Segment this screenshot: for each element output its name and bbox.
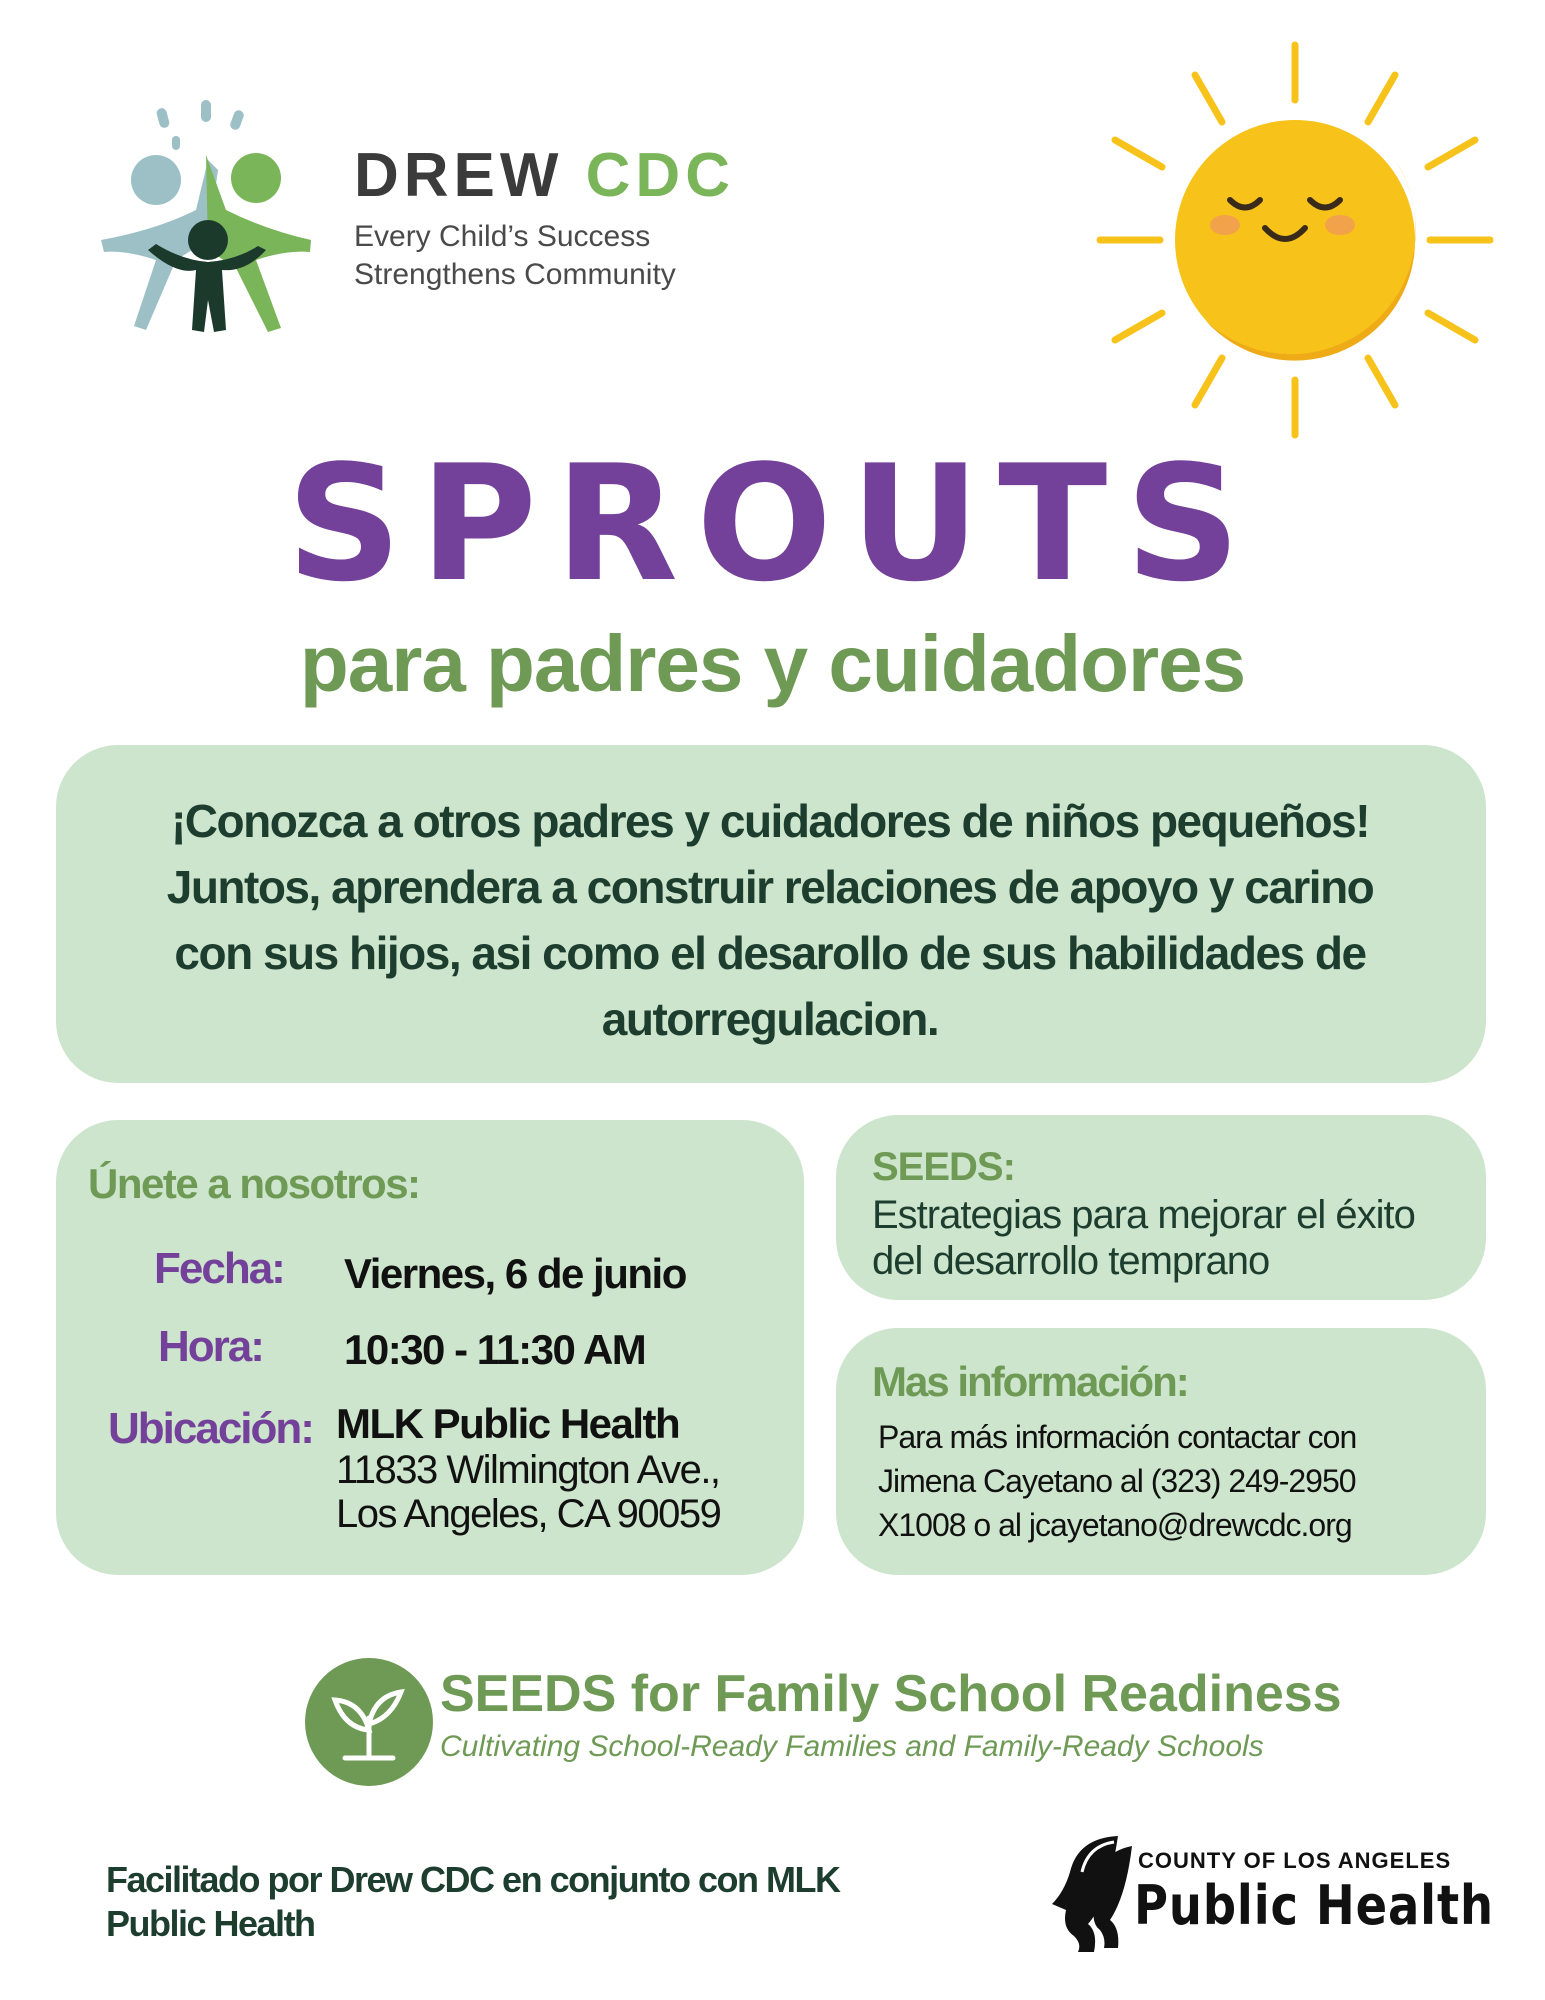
info-line: Para más información contactar con (878, 1419, 1357, 1455)
org-tagline-line1: Every Child’s Success (354, 220, 651, 253)
org-tagline (354, 218, 676, 294)
location-address (336, 1448, 720, 1536)
sprout-icon (305, 1658, 433, 1786)
sun-icon (1085, 40, 1505, 460)
time-label: Hora: (158, 1322, 263, 1371)
org-tagline-line2: Strengthens Community (354, 258, 676, 291)
location-street: 11833 Wilmington Ave., (336, 1448, 720, 1492)
seeds-line: del desarrollo temprano (872, 1239, 1270, 1283)
drew-cdc-logo-icon (96, 100, 316, 340)
event-subtitle: para padres y cuidadores (299, 619, 1246, 708)
seeds-line: Estrategias para mejorar el éxito (872, 1193, 1415, 1237)
footer-line: Public Health (106, 1903, 315, 1944)
footer-line: Facilitado por Drew CDC en conjunto con MLK (106, 1859, 840, 1900)
intro-line: ¡Conozca a otros padres y cuidadores de niños pequeños! (170, 795, 1370, 847)
seeds-program-name: SEEDS for Family School Readiness (440, 1665, 1342, 1723)
info-line: Jimena Cayetano al (323) 249-2950 (878, 1463, 1356, 1499)
info-heading: Mas información: (872, 1358, 1188, 1405)
location-label: Ubicación: (108, 1404, 313, 1453)
date-label: Fecha: (154, 1244, 284, 1293)
location-city: Los Angeles, CA 90059 (336, 1492, 721, 1536)
info-line: X1008 o al jcayetano@drewcdc.org (878, 1507, 1352, 1543)
org-name-part2: CDC (585, 141, 735, 210)
org-name (354, 140, 735, 211)
intro-line: autorregulacion. (601, 993, 939, 1045)
seeds-program-tagline: Cultivating School-Ready Families and Family-Ready Schools (440, 1730, 1264, 1763)
partner-county: COUNTY OF LOS ANGELES (1138, 1848, 1452, 1873)
info-text (878, 1415, 1468, 1547)
intro-text (80, 788, 1460, 1052)
org-name-part1: DREW (354, 141, 564, 210)
date-value: Viernes, 6 de junio (344, 1250, 686, 1297)
intro-line: con sus hijos, asi como el desarollo de sus habilidades de (174, 927, 1366, 979)
seeds-description (872, 1192, 1472, 1284)
partner-name: Public Health (1134, 1874, 1494, 1937)
public-health-logo-icon (1048, 1832, 1134, 1954)
intro-line: Juntos, aprendera a construir relaciones de apoyo y carino (166, 861, 1374, 913)
event-title: SPROUTS (286, 430, 1259, 617)
time-value: 10:30 - 11:30 AM (344, 1326, 646, 1373)
join-heading: Únete a nosotros: (88, 1160, 420, 1207)
location-name: MLK Public Health (336, 1400, 680, 1447)
seeds-heading: SEEDS: (872, 1145, 1015, 1189)
facilitator-note (106, 1858, 866, 1946)
